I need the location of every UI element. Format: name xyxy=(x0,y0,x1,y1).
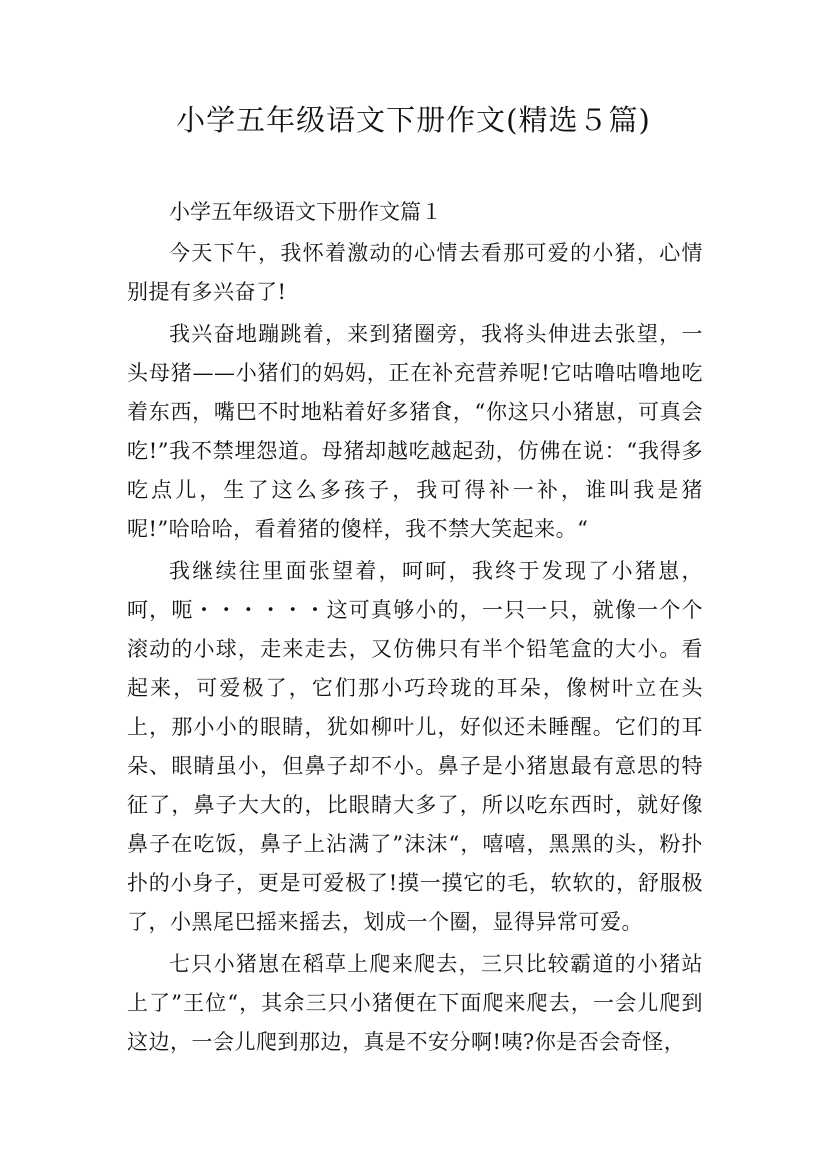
paragraph-4: 七只小猪崽在稻草上爬来爬去，三只比较霸道的小猪站上了”王位“，其余三只小猪便在下面爬来爬去，一会儿爬到这边，一会儿爬到那边，真是不安分啊!咦?你是否会奇怪， xyxy=(127,952,703,1054)
paragraph-2: 我兴奋地蹦跳着，来到猪圈旁，我将头伸进去张望，一头母猪——小猪们的妈妈，正在补充营养呢!它咕噜咕噜地吃着东西，嘴巴不时地粘着好多猪食，“你这只小猪崽，可真会吃!”我不禁埋怨道。母猪却越吃越起劲，仿佛在说：“我得多吃点儿，生了这么多孩子，我可得补一补，谁叫我是猪呢!”哈哈哈，看着猪的傻样，我不禁大笑起来。“ xyxy=(127,322,703,541)
paragraph-3: 我继续往里面张望着，呵呵，我终于发现了小猪崽，呵，呃・・・・・・这可真够小的，一只一只，就像一个个滚动的小球，走来走去，又仿佛只有半个铅笔盒的大小。看起来，可爱极了，它们那小巧玲珑的耳朵，像树叶立在头上，那小小的眼睛，犹如柳叶儿，好似还未睡醒。它们的耳朵、眼睛虽小，但鼻子却不小。鼻子是小猪崽最有意思的特征了，鼻子大大的，比眼睛大多了，所以吃东西时，就好像鼻子在吃饭，鼻子上沾满了”沫沫“，嘻嘻，黑黑的头，粉扑扑的小身子，更是可爱极了!摸一摸它的毛，软软的，舒服极了，小黑尾巴摇来摇去，划成一个圈，显得异常可爱。 xyxy=(127,559,703,934)
section-heading: 小学五年级语文下册作文篇１ xyxy=(169,200,442,224)
document-title: 小学五年级语文下册作文(精选５篇) xyxy=(176,103,651,137)
document-body xyxy=(127,194,703,1065)
paragraph-1: 今天下午，我怀着激动的心情去看那可爱的小猪，心情别提有多兴奋了! xyxy=(127,241,703,304)
